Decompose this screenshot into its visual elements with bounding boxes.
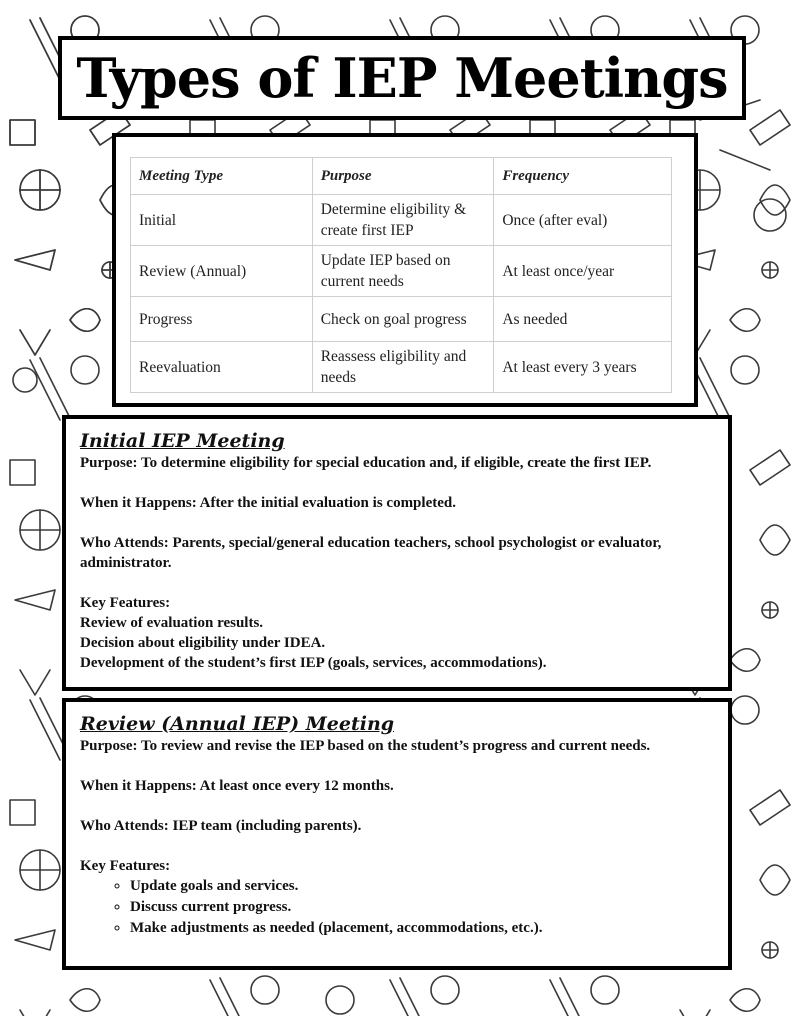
table-cell: As needed: [494, 297, 672, 342]
purpose-text: Purpose: To review and revise the IEP based on the student’s progress and current needs.: [80, 738, 651, 754]
table-header: Purpose: [312, 158, 494, 195]
section-heading: Review (Annual IEP) Meeting: [80, 713, 395, 735]
review-iep-section: [62, 698, 732, 970]
table-row: [131, 342, 672, 393]
table-cell: Progress: [131, 297, 313, 342]
initial-iep-section: [62, 415, 732, 691]
feature-line: Development of the student’s first IEP (goals, services, accommodations).: [80, 655, 547, 671]
feature-line: Review of evaluation results.: [80, 615, 264, 631]
table-cell: Review (Annual): [131, 246, 313, 297]
table-cell: Once (after eval): [494, 195, 672, 246]
list-item: ◦ Update goals and services.: [130, 876, 716, 897]
list-item: ◦ Make adjustments as needed (placement, accommodations, etc.).: [130, 918, 716, 939]
key-features-list: [80, 876, 716, 939]
table-row: [131, 246, 672, 297]
when-text: When it Happens: At least once every 12 months.: [80, 778, 394, 794]
feature-line: Decision about eligibility under IDEA.: [80, 635, 326, 651]
table-cell: Check on goal progress: [312, 297, 494, 342]
table-cell: Update IEP based on current needs: [312, 246, 494, 297]
meeting-types-table: [130, 157, 672, 393]
table-cell: At least once/year: [494, 246, 672, 297]
when-text: When it Happens: After the initial evaluation is completed.: [80, 495, 456, 511]
table-header: Frequency: [494, 158, 672, 195]
meeting-types-table-card: [112, 133, 698, 407]
who-attends-text: Who Attends: IEP team (including parents).: [80, 818, 362, 834]
table-cell: Reassess eligibility and needs: [312, 342, 494, 393]
table-header-row: [131, 158, 672, 195]
list-item: ◦ Discuss current progress.: [130, 897, 716, 918]
table-cell: Reevaluation: [131, 342, 313, 393]
key-features-label: Key Features:: [80, 595, 171, 611]
table-row: [131, 297, 672, 342]
who-attends-text: Who Attends: Parents, special/general education teachers, school psychologist or evaluator, administrator.: [80, 535, 662, 571]
purpose-text: Purpose: To determine eligibility for special education and, if eligible, create the first IEP.: [80, 455, 652, 471]
table-cell: Determine eligibility & create first IEP: [312, 195, 494, 246]
key-features-label: Key Features:: [80, 858, 171, 874]
table-header: Meeting Type: [131, 158, 313, 195]
table-cell: At least every 3 years: [494, 342, 672, 393]
page-title: Types of IEP Meetings: [76, 46, 728, 110]
table-row: [131, 195, 672, 246]
section-heading: Initial IEP Meeting: [80, 430, 285, 452]
title-banner: [58, 36, 746, 120]
table-cell: Initial: [131, 195, 313, 246]
